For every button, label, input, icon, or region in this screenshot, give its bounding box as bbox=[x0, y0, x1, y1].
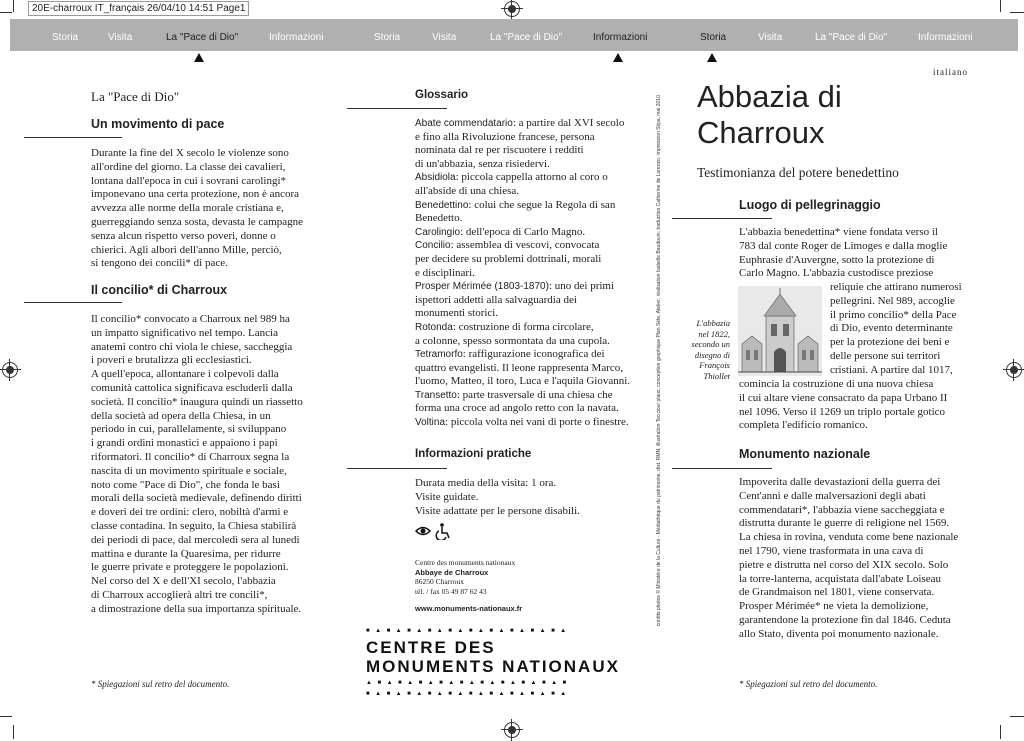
glossary-entry bbox=[415, 171, 655, 198]
accessibility-icons bbox=[415, 522, 455, 545]
section-title: La "Pace di Dio" bbox=[91, 89, 180, 104]
paragraph-monumento: Impoverita dalle devastazioni della guerra dei Cent'anni e dalle malversazioni degli abati commendatari*, l'abbazia viene saccheggiata e distrutta durante le guerre di religione nel 1569. La chiesa in rovina, venduta come bene nazionale nel 1790, viene trasformata in una cava di pietre e distrutta nel corso del XIX secolo. Solo la torre-lanterna, acquistata dall'abate Loiseau de Grandmaison nel 1801, viene conservata. Prosper Mérimée* ne vieta la demolizione, garantendone la protezione fin dal 1846. Ceduta allo Stato, diventa poi monumento nazionale. bbox=[739, 476, 959, 640]
divider bbox=[672, 218, 772, 219]
tab-informazioni[interactable]: Informazioni bbox=[593, 32, 648, 43]
abbey-illustration-icon bbox=[738, 286, 822, 376]
glossary-definition: : costruzione di forma circolare, a colonne, spesso sormontata da una cupola. bbox=[415, 320, 610, 347]
tab-informazioni[interactable]: Informazioni bbox=[918, 32, 973, 43]
registration-mark bbox=[504, 1, 520, 17]
address-tel: tél. / fax 05 49 87 62 43 bbox=[415, 586, 487, 596]
tab-storia[interactable]: Storia bbox=[700, 32, 727, 43]
page-title: Abbazia di Charroux bbox=[697, 79, 842, 150]
crop-mark bbox=[1000, 725, 1001, 739]
glossary-term: Benedettino bbox=[415, 199, 469, 211]
crop-mark bbox=[13, 0, 14, 12]
crop-mark bbox=[1000, 0, 1001, 12]
heading-concilio: Il concilio* di Charroux bbox=[91, 283, 228, 297]
divider bbox=[347, 108, 447, 109]
glossary-term: Transetto bbox=[415, 389, 457, 401]
glossary-definition: : a partire dal XVI secolo e fino alla Rivoluzione francese, persona nominata dal re per riscuotere i redditi di un'abbazia, senza risiedervi. bbox=[415, 117, 625, 170]
tab-visita[interactable]: Visita bbox=[432, 32, 457, 43]
glossary-entry bbox=[415, 321, 655, 348]
address-name: Abbaye de Charroux bbox=[415, 567, 489, 577]
divider bbox=[672, 468, 772, 469]
practical-info-heading: Informazioni pratiche bbox=[415, 448, 532, 460]
tab-pace-di-dio[interactable]: La "Pace di Dio" bbox=[166, 32, 239, 43]
address-block bbox=[415, 558, 522, 614]
paragraph-pellegrinaggio-2: reliquie che attirano numerosi pellegrini. Nel 989, accoglie il primo concilio* della Pace di Dio, evento determinante per la protezione dei beni e delle persone sui territori cristiani. A partire dal 1017, bbox=[830, 281, 962, 376]
glossary-entry bbox=[415, 239, 655, 280]
crop-mark bbox=[13, 725, 14, 739]
crop-mark bbox=[1010, 12, 1024, 13]
accessibility-icon bbox=[415, 522, 455, 540]
crop-mark bbox=[0, 716, 12, 717]
glossary-term: Concilio bbox=[415, 240, 451, 252]
glossary-entry bbox=[415, 389, 655, 416]
cmn-logo: CENTRE DES MONUMENTS NATIONAUX bbox=[366, 638, 620, 676]
tab-pace-di-dio[interactable]: La "Pace di Dio" bbox=[490, 32, 563, 43]
logo-pattern: ■ ▲ ■ ▲ ■ ▲ ■ ▲ ■ ▲ ■ ▲ ■ ▲ ■ ▲ ■ ▲ ■ ▲ bbox=[366, 691, 569, 697]
logo-pattern: ■ ▲ ■ ▲ ■ ▲ ■ ▲ ■ ▲ ■ ▲ ■ ▲ ■ ▲ ■ ▲ ■ ▲ bbox=[366, 628, 569, 634]
active-tab-marker bbox=[194, 53, 204, 62]
glossary-term: Absidiola bbox=[415, 172, 456, 184]
heading-movimento: Un movimento di pace bbox=[91, 117, 225, 131]
glossary-definition: : uno dei primi ispettori addetti alla salvaguardia dei monumenti storici. bbox=[415, 280, 615, 320]
glossary-entry bbox=[415, 226, 655, 240]
glossary-entry bbox=[415, 348, 655, 389]
tab-bar bbox=[10, 19, 1018, 51]
paragraph-concilio: Il concilio* convocato a Charroux nel 989 ha un impatto significativo nel tempo. Lancia anatemi contro chi viola le chiese, saccheggia i poveri e brutalizza gli ecclesiastici. A quell'epoca, allontanare i colpevoli dalla comunità cattolica significava escluderli dalla società. Il concilio* inaugura quindi un riassetto della società ad opera della Chiesa, in un periodo in cui, parallelamente, si sviluppano i grandi ordini monastici e appaiono i papi riformatori. Il concilio* di Charroux segna la nascita di un movimento spirituale e sociale, noto come "Pace di Dio", che fonda le basi morali della società medievale, definendo diritti e doveri dei tre ordini: clero, nobiltà d'armi e classe contadina. In seguito, la Chiesa stabilirà dei periodi di pace, dal mercoledì sera al lunedì mattina e durante la Quaresima, per ridurre le guerre private e proteggere le popolazioni. Nel corso del X e dell'XI secolo, l'abbazia di Charroux accoglierà altri tre concili*, a dimostrazione della sua importanza spirituale. bbox=[91, 313, 303, 615]
glossary-entry bbox=[415, 117, 655, 171]
tab-informazioni[interactable]: Informazioni bbox=[269, 32, 324, 43]
divider bbox=[347, 468, 447, 469]
logo-pattern: ▲ ■ ▲ ■ ▲ ■ ▲ ■ ▲ ■ ▲ ■ ▲ ■ ▲ ■ ▲ ■ ▲ ■ bbox=[366, 680, 569, 686]
crop-mark bbox=[0, 12, 12, 13]
registration-mark bbox=[1006, 362, 1022, 378]
paragraph-movimento: Durante la fine del X secolo le violenze sono all'ordine del giorno. La classe dei cavalieri, lontana dall'epoca in cui i sovrani carolingi* imponevano una certa protezione, non è ancora avvezza alle norme della morale cristiana e, guerreggiando senza sosta, devasta le campagne senza alcun rispetto verso poveri, donne o chierici. Agli albori dell'anno Mille, perciò, si tengono dei concili* di pace. bbox=[91, 147, 303, 270]
footnote: * Spiegazioni sul retro del documento. bbox=[91, 679, 230, 689]
tab-storia[interactable]: Storia bbox=[52, 32, 79, 43]
glossary-term: Abate commendatario bbox=[415, 118, 513, 129]
glossary-list bbox=[415, 117, 655, 430]
glossary-definition: : dell'epoca di Carlo Magno. bbox=[460, 225, 586, 238]
subtitle: Testimonianza del potere benedettino bbox=[697, 165, 899, 180]
glossary-term: Voltina bbox=[415, 417, 446, 429]
glossary-definition: : colui che segue la Regola di san Benedetto. bbox=[415, 198, 616, 225]
footnote: * Spiegazioni sul retro del documento. bbox=[739, 679, 878, 689]
address-org: Centre des monuments nationaux bbox=[415, 558, 516, 567]
glossary-definition: : parte trasversale di una chiesa che forma una croce ad angolo retto con la navata. bbox=[415, 388, 619, 415]
heading-pellegrinaggio: Luogo di pellegrinaggio bbox=[739, 198, 881, 212]
heading-monumento: Monumento nazionale bbox=[739, 447, 871, 461]
address-city: 86250 Charroux bbox=[415, 577, 464, 586]
tab-storia[interactable]: Storia bbox=[374, 32, 401, 43]
crop-mark bbox=[1010, 716, 1024, 717]
glossary-term: Tetramorfo bbox=[415, 349, 463, 361]
website-link[interactable]: www.monuments-nationaux.fr bbox=[415, 604, 523, 613]
active-tab-marker bbox=[613, 53, 623, 62]
glossary-entry bbox=[415, 280, 655, 321]
glossary-definition: : assemblea di vescovi, convocata per decidere su problemi dottrinali, morali e disciplinari. bbox=[415, 239, 602, 279]
language-label: italiano bbox=[933, 67, 968, 77]
image-caption: L'abbazia nel 1822, secondo un disegno di François Thiollet bbox=[691, 318, 730, 381]
glossary-definition: : piccola volta nei vani di porte o finestre. bbox=[445, 416, 629, 429]
practical-info-text: Durata media della visita: 1 ora. Visite guidate. Visite adattate per le persone disabili. bbox=[415, 477, 580, 517]
tab-visita[interactable]: Visita bbox=[758, 32, 783, 43]
glossary-term: Carolingio bbox=[415, 226, 461, 238]
paragraph-pellegrinaggio-3: comincia la costruzione di una nuova chiesa il cui altare viene consacrato da papa Urbano II nel 1096. Verso il 1269 un triplo portale gotico completa l'edificio romanico. bbox=[739, 378, 948, 432]
active-tab-marker bbox=[707, 53, 717, 62]
registration-mark bbox=[2, 362, 18, 378]
print-slug: 20E-charroux IT_français 26/04/10 14:51 Page1 bbox=[28, 1, 249, 16]
tab-visita[interactable]: Visita bbox=[108, 32, 133, 43]
abbey-drawing bbox=[738, 286, 822, 376]
glossary-entry bbox=[415, 199, 655, 226]
glossary-term: Prosper Mérimée (1803-1870) bbox=[415, 281, 549, 293]
glossary-definition: : raffigurazione iconografica dei quattro evangelisti. Il leone rappresenta Marco, l'uomo, Matteo, il toro, Luca e l'aquila Giovanni. bbox=[415, 348, 631, 388]
glossary-definition: : piccola cappella attorno al coro o all'abside di una chiesa. bbox=[415, 171, 608, 197]
registration-mark bbox=[504, 722, 520, 738]
divider bbox=[24, 137, 122, 138]
glossary-entry bbox=[415, 416, 655, 430]
divider bbox=[24, 302, 122, 303]
tab-pace-di-dio[interactable]: La "Pace di Dio" bbox=[815, 32, 888, 43]
glossary-heading: Glossario bbox=[415, 89, 469, 101]
credits-vertical: crédits photos © Ministère de la Culture - Médiathèque du patrimoine, dist. RMN; illustration Teo pour plans; conception graphique Plan Sète, Atelier; réalisation Isabelle Baudouin; traduction Catherine de Lorenzo; impression Stipa, mai 2010. bbox=[656, 93, 662, 627]
paragraph-pellegrinaggio-1: L'abbazia benedettina* viene fondata verso il 783 dal conte Roger de Limoges e dalla moglie Euphrasie d'Auvergne, sotto la protezione di Carlo Magno. L'abbazia custodisce preziose bbox=[739, 226, 948, 280]
glossary-term: Rotonda bbox=[415, 321, 453, 333]
